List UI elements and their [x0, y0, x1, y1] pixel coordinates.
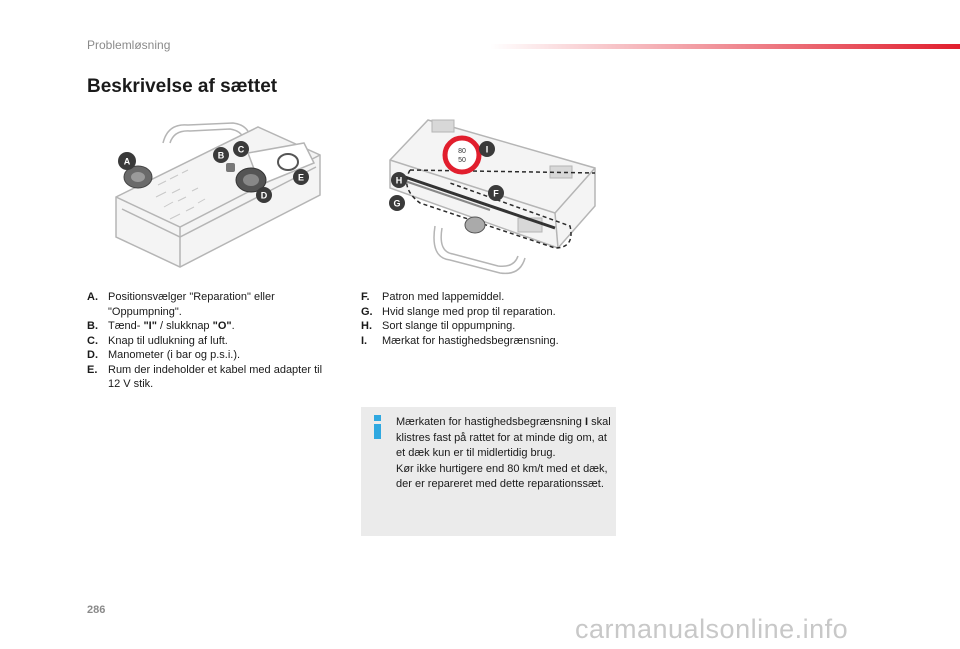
item-text: Sort slange til oppumpning. [382, 320, 516, 332]
item-text: Rum der indeholder et kabel med adapter til 12 V stik. [108, 363, 323, 390]
list-item [87, 363, 337, 392]
item-text: Knap til udlukning af luft. [108, 334, 228, 347]
callout-a: A [123, 156, 131, 167]
item-text-pre: Tænd- [108, 320, 144, 332]
page-number: 286 [87, 604, 106, 616]
kit-top-illustration [108, 115, 328, 275]
item-letter: G. [361, 305, 373, 318]
callout-i: I [485, 144, 489, 155]
list-item [361, 319, 611, 334]
info-icon [372, 415, 384, 437]
item-text: Patron med lappemiddel. [382, 291, 505, 303]
callout-d: D [260, 190, 268, 201]
power-switch [226, 163, 235, 172]
item-text-bold-on: "I" [143, 320, 157, 332]
sticker-value-top: 80 [458, 148, 466, 155]
info-note [361, 407, 616, 536]
item-letter: C. [87, 334, 98, 347]
item-letter: H. [361, 320, 372, 332]
item-text-bold-off: "O" [212, 320, 232, 332]
note-text-bold: I [584, 416, 589, 428]
header-accent-bar [490, 44, 960, 49]
item-text: Manometer (i bar og p.s.i.). [108, 349, 241, 361]
callout-g: G [393, 198, 401, 209]
list-item [87, 290, 337, 319]
section-label: Problemløsning [87, 38, 171, 52]
list-item [361, 334, 611, 349]
sticker-value-bottom: 50 [458, 157, 466, 164]
item-text: Positionsvælger "Reparation" eller "Oppumpning". [108, 291, 275, 318]
list-item [87, 319, 337, 334]
sealant-cartridge [465, 217, 485, 233]
list-item [87, 334, 337, 349]
note-paragraph-2: Kør ikke hurtigere end 80 km/t med et dæk, der er repareret med dette reparationssæt. [396, 462, 608, 490]
callout-c: C [237, 144, 245, 155]
note-text-pre: Mærkaten for hastighedsbegrænsning [396, 416, 585, 428]
item-letter: E. [87, 363, 98, 376]
legend-list-right [361, 290, 611, 348]
item-text: Mærkat for hastighedsbegrænsning. [382, 334, 559, 347]
note-paragraph [396, 415, 611, 462]
item-letter: B. [87, 320, 98, 332]
item-text-post: . [231, 320, 235, 332]
callout-f: F [493, 188, 499, 199]
legend-list-left [87, 290, 337, 392]
item-letter: A. [87, 291, 98, 303]
callout-h: H [395, 175, 403, 186]
list-item [361, 305, 611, 320]
callout-e: E [297, 172, 305, 183]
callout-b: B [217, 150, 225, 161]
list-item [87, 348, 337, 363]
note-text-post: skal klistres fast på rattet for at minde dig om, at et dæk kun er til midlertidig brug. [396, 416, 611, 459]
item-text [108, 319, 337, 334]
kit-underside-outline [390, 120, 595, 248]
note-text [396, 415, 611, 493]
item-letter: D. [87, 349, 98, 361]
item-letter: I. [361, 334, 368, 347]
page-title: Beskrivelse af sættet [87, 76, 278, 97]
list-item [361, 290, 611, 305]
item-letter: F. [361, 291, 370, 303]
kit-bottom-illustration [380, 108, 605, 278]
watermark: carmanualsonline.info [575, 614, 849, 644]
item-text: Hvid slange med prop til reparation. [382, 305, 556, 318]
speed-sticker [445, 138, 479, 172]
item-text-mid: / slukknap [156, 320, 213, 332]
